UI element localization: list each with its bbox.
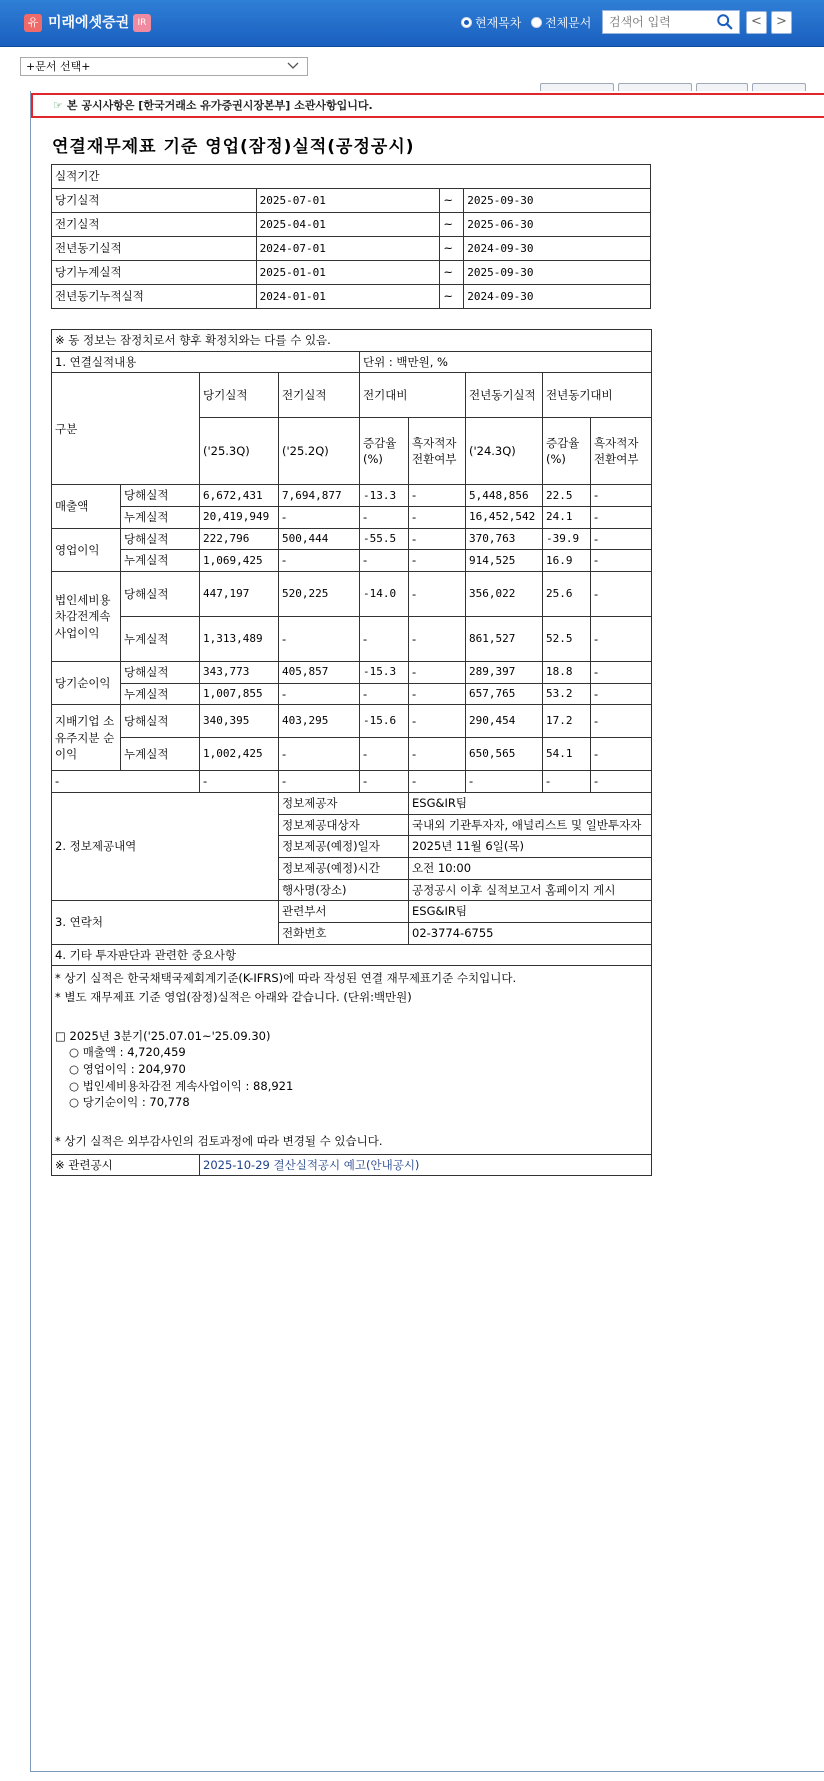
cell-value: 447,197 bbox=[200, 572, 279, 617]
table-row bbox=[52, 662, 652, 684]
next-button[interactable]: > bbox=[771, 11, 792, 34]
cell-value: - bbox=[591, 617, 652, 662]
cell-value: - bbox=[200, 771, 279, 793]
note-quarter-title: □ 2025년 3분기('25.07.01~'25.09.30) bbox=[55, 1028, 271, 1043]
table-row bbox=[52, 738, 652, 771]
table-row bbox=[52, 572, 652, 617]
table-row bbox=[52, 261, 651, 285]
table-row bbox=[52, 285, 651, 309]
period-tilde: ~ bbox=[440, 237, 464, 261]
table-row bbox=[52, 351, 652, 373]
info-value: 국내외 기관투자자, 애널리스트 및 일반투자자 bbox=[409, 814, 652, 836]
cell-value: 24.1 bbox=[543, 507, 591, 529]
cell-value: - bbox=[466, 771, 543, 793]
note-bullet: ○ 법인세비용차감전 계속사업이익 : 88,921 bbox=[69, 1078, 294, 1093]
company-logo-icon: 유 bbox=[24, 14, 42, 32]
period-label: 전년동기실적 bbox=[52, 237, 257, 261]
cell-value: - bbox=[409, 528, 466, 550]
row-label: 지배기업 소유주지분 순이익 bbox=[52, 705, 121, 771]
cell-value: - bbox=[409, 550, 466, 572]
cell-value: - bbox=[409, 507, 466, 529]
search-input[interactable] bbox=[603, 11, 713, 33]
cell-value: 405,857 bbox=[279, 662, 360, 684]
cell-value: 370,763 bbox=[466, 528, 543, 550]
cell-value: - bbox=[360, 617, 409, 662]
column-header: 당기실적 bbox=[200, 373, 279, 418]
table-row bbox=[52, 189, 651, 213]
cell-value: 53.2 bbox=[543, 683, 591, 705]
related-disclosure-link[interactable]: 2025-10-29 결산실적공시 예고(안내공시) bbox=[200, 1154, 652, 1176]
column-header: 전기실적 bbox=[279, 373, 360, 418]
disclaimer: ※ 동 정보는 잠정치로서 향후 확정치와는 다를 수 있음. bbox=[52, 330, 652, 352]
period-label: 당기누계실적 bbox=[52, 261, 257, 285]
jurisdiction-notice bbox=[31, 93, 824, 118]
search-box bbox=[602, 10, 740, 34]
cell-value: 20,419,949 bbox=[200, 507, 279, 529]
cell-value: - bbox=[360, 738, 409, 771]
row-label: 당기순이익 bbox=[52, 662, 121, 705]
info-value: 오전 10:00 bbox=[409, 858, 652, 880]
cell-value: -15.6 bbox=[360, 705, 409, 738]
notes-cell bbox=[52, 966, 652, 1154]
info-label: 정보제공(예정)일자 bbox=[279, 836, 409, 858]
period-to: 2025-09-30 bbox=[464, 189, 651, 213]
cell-value: 22.5 bbox=[543, 485, 591, 507]
prev-button[interactable]: < bbox=[746, 11, 767, 34]
cell-value: - bbox=[591, 662, 652, 684]
radio-current-label: 현재목차 bbox=[475, 16, 522, 30]
cell-value: - bbox=[591, 683, 652, 705]
cell-value: 290,454 bbox=[466, 705, 543, 738]
period-header: 실적기간 bbox=[52, 165, 651, 189]
cell-value: - bbox=[591, 705, 652, 738]
cell-value: - bbox=[409, 617, 466, 662]
cell-value: - bbox=[360, 550, 409, 572]
unit-label: 단위 : 백만원, % bbox=[360, 351, 652, 373]
radio-current-toc[interactable] bbox=[461, 14, 521, 31]
period-to: 2024-09-30 bbox=[464, 237, 651, 261]
cell-value: - bbox=[591, 507, 652, 529]
info-label: 행사명(장소) bbox=[279, 879, 409, 901]
row-sublabel: 누계실적 bbox=[121, 738, 200, 771]
cell-value: -14.0 bbox=[360, 572, 409, 617]
cell-value: - bbox=[591, 485, 652, 507]
section-heading: 3. 연락처 bbox=[52, 901, 279, 944]
document-select-value: +문서 선택+ bbox=[26, 60, 91, 73]
period-to: 2025-09-30 bbox=[464, 261, 651, 285]
cell-value: - bbox=[360, 507, 409, 529]
cell-value: - bbox=[409, 683, 466, 705]
info-value: 공정공시 이후 실적보고서 홈페이지 게시 bbox=[409, 879, 652, 901]
column-header: 전년동기실적 bbox=[466, 373, 543, 418]
cell-value: - bbox=[409, 705, 466, 738]
cell-value: - bbox=[360, 771, 409, 793]
table-row bbox=[52, 966, 652, 1154]
cell-value: - bbox=[279, 683, 360, 705]
table-row bbox=[52, 1154, 652, 1176]
column-header: 흑자적자전환여부 bbox=[591, 418, 652, 485]
table-row bbox=[52, 373, 652, 418]
period-tilde: ~ bbox=[440, 213, 464, 237]
note-bullet: ○ 영업이익 : 204,970 bbox=[69, 1062, 186, 1077]
cell-value: - bbox=[279, 617, 360, 662]
table-row bbox=[52, 901, 652, 923]
table-row bbox=[52, 793, 652, 815]
cell-value: 914,525 bbox=[466, 550, 543, 572]
period-tilde: ~ bbox=[440, 261, 464, 285]
cell-value: - bbox=[279, 771, 360, 793]
radio-all-docs[interactable] bbox=[531, 14, 591, 31]
table-row bbox=[52, 237, 651, 261]
info-value: ESG&IR팀 bbox=[409, 793, 652, 815]
radio-all-label: 전체문서 bbox=[545, 16, 592, 30]
cell-value: 520,225 bbox=[279, 572, 360, 617]
cell-value: - bbox=[279, 738, 360, 771]
info-label: 정보제공대상자 bbox=[279, 814, 409, 836]
table-row bbox=[52, 165, 651, 189]
row-sublabel: 당해실적 bbox=[121, 528, 200, 550]
row-sublabel: 누계실적 bbox=[121, 507, 200, 529]
section-heading: 2. 정보제공내역 bbox=[52, 793, 279, 901]
period-from: 2024-01-01 bbox=[256, 285, 440, 309]
company-name[interactable]: 미래에셋증권 bbox=[48, 15, 130, 31]
cell-value: - bbox=[279, 507, 360, 529]
cell-value: - bbox=[52, 771, 200, 793]
cell-value: 343,773 bbox=[200, 662, 279, 684]
contact-label: 관련부서 bbox=[279, 901, 409, 923]
cell-value: 16.9 bbox=[543, 550, 591, 572]
row-sublabel: 누계실적 bbox=[121, 683, 200, 705]
note-bullet: ○ 당기순이익 : 70,778 bbox=[69, 1095, 190, 1110]
top-header bbox=[0, 0, 824, 47]
cell-value: - bbox=[409, 738, 466, 771]
table-row bbox=[52, 705, 652, 738]
cell-value: 5,448,856 bbox=[466, 485, 543, 507]
period-to: 2025-06-30 bbox=[464, 213, 651, 237]
cell-value: - bbox=[591, 738, 652, 771]
cell-value: - bbox=[591, 550, 652, 572]
cell-value: 356,022 bbox=[466, 572, 543, 617]
cell-value: - bbox=[591, 572, 652, 617]
table-row bbox=[52, 507, 652, 529]
cell-value: 16,452,542 bbox=[466, 507, 543, 529]
cell-value: 500,444 bbox=[279, 528, 360, 550]
cell-value: 7,694,877 bbox=[279, 485, 360, 507]
section-heading: 1. 연결실적내용 bbox=[52, 351, 360, 373]
row-sublabel: 당해실적 bbox=[121, 705, 200, 738]
notice-text: 본 공시사항은 [한국거래소 유가증권시장본부] 소관사항입니다. bbox=[66, 99, 373, 112]
cell-value: - bbox=[409, 771, 466, 793]
table-row bbox=[52, 771, 652, 793]
table-row bbox=[52, 617, 652, 662]
related-label: ※ 관련공시 bbox=[52, 1154, 200, 1176]
column-header: 증감율(%) bbox=[360, 418, 409, 485]
table-row bbox=[52, 213, 651, 237]
radio-unselected-icon[interactable] bbox=[531, 17, 542, 28]
cell-value: - bbox=[360, 683, 409, 705]
cell-value: -13.3 bbox=[360, 485, 409, 507]
cell-value: 657,765 bbox=[466, 683, 543, 705]
row-sublabel: 누계실적 bbox=[121, 550, 200, 572]
cell-value: 403,295 bbox=[279, 705, 360, 738]
period-tilde: ~ bbox=[440, 189, 464, 213]
cell-value: 18.8 bbox=[543, 662, 591, 684]
pointing-hand-icon: ☞ bbox=[53, 99, 63, 112]
cell-value: 17.2 bbox=[543, 705, 591, 738]
cell-value: 1,069,425 bbox=[200, 550, 279, 572]
cell-value: 289,397 bbox=[466, 662, 543, 684]
row-label: 법인세비용차감전계속사업이익 bbox=[52, 572, 121, 662]
column-header: 전년동기대비 bbox=[543, 373, 652, 418]
document-select[interactable] bbox=[20, 57, 308, 76]
cell-value: - bbox=[409, 572, 466, 617]
period-to: 2024-09-30 bbox=[464, 285, 651, 309]
period-label: 전기실적 bbox=[52, 213, 257, 237]
period-label: 전년동기누적실적 bbox=[52, 285, 257, 309]
cell-value: -39.9 bbox=[543, 528, 591, 550]
period-table bbox=[51, 164, 651, 309]
table-row bbox=[52, 683, 652, 705]
cell-value: 861,527 bbox=[466, 617, 543, 662]
cell-value: 222,796 bbox=[200, 528, 279, 550]
cell-value: 25.6 bbox=[543, 572, 591, 617]
column-header: ('24.3Q) bbox=[466, 418, 543, 485]
table-row bbox=[52, 550, 652, 572]
document-title: 연결재무제표 기준 영업(잠정)실적(공정공시) bbox=[52, 137, 415, 157]
column-header: 구분 bbox=[52, 373, 200, 485]
table-row bbox=[52, 485, 652, 507]
cell-value: - bbox=[279, 550, 360, 572]
period-from: 2025-07-01 bbox=[256, 189, 440, 213]
row-sublabel: 당해실적 bbox=[121, 572, 200, 617]
period-label: 당기실적 bbox=[52, 189, 257, 213]
cell-value: -15.3 bbox=[360, 662, 409, 684]
cell-value: - bbox=[409, 662, 466, 684]
table-row bbox=[52, 528, 652, 550]
results-table bbox=[51, 329, 652, 1176]
row-label: 영업이익 bbox=[52, 528, 121, 571]
table-row bbox=[52, 944, 652, 966]
cell-value: 1,002,425 bbox=[200, 738, 279, 771]
note-line: * 상기 실적은 한국채택국제회계기준(K-IFRS)에 따라 작성된 연결 재무제표기준 수치입니다. bbox=[55, 971, 517, 986]
cell-value: - bbox=[409, 485, 466, 507]
contact-label: 전화번호 bbox=[279, 923, 409, 945]
radio-selected-icon[interactable] bbox=[461, 17, 472, 28]
contact-value: 02-3774-6755 bbox=[409, 923, 652, 945]
column-header: ('25.2Q) bbox=[279, 418, 360, 485]
row-sublabel: 당해실적 bbox=[121, 662, 200, 684]
info-label: 정보제공(예정)시간 bbox=[279, 858, 409, 880]
cell-value: - bbox=[591, 528, 652, 550]
section-heading: 4. 기타 투자판단과 관련한 중요사항 bbox=[52, 944, 652, 966]
contact-value: ESG&IR팀 bbox=[409, 901, 652, 923]
cell-value: 54.1 bbox=[543, 738, 591, 771]
ir-badge-icon[interactable]: IR bbox=[133, 14, 151, 32]
row-sublabel: 당해실적 bbox=[121, 485, 200, 507]
chevron-down-icon bbox=[287, 61, 299, 71]
cell-value: - bbox=[543, 771, 591, 793]
cell-value: 52.5 bbox=[543, 617, 591, 662]
cell-value: - bbox=[591, 771, 652, 793]
column-header: 전기대비 bbox=[360, 373, 466, 418]
search-icon[interactable] bbox=[716, 13, 734, 31]
cell-value: 1,007,855 bbox=[200, 683, 279, 705]
column-header: ('25.3Q) bbox=[200, 418, 279, 485]
period-from: 2025-01-01 bbox=[256, 261, 440, 285]
cell-value: 650,565 bbox=[466, 738, 543, 771]
cell-value: 340,395 bbox=[200, 705, 279, 738]
column-header: 흑자적자전환여부 bbox=[409, 418, 466, 485]
cell-value: 6,672,431 bbox=[200, 485, 279, 507]
note-line: * 상기 실적은 외부감사인의 검토과정에 따라 변경될 수 있습니다. bbox=[55, 1134, 383, 1149]
cell-value: -55.5 bbox=[360, 528, 409, 550]
row-label: 매출액 bbox=[52, 485, 121, 528]
info-value: 2025년 11월 6일(목) bbox=[409, 836, 652, 858]
info-label: 정보제공자 bbox=[279, 793, 409, 815]
table-row bbox=[52, 330, 652, 352]
cell-value: 1,313,489 bbox=[200, 617, 279, 662]
period-from: 2024-07-01 bbox=[256, 237, 440, 261]
note-bullet: ○ 매출액 : 4,720,459 bbox=[69, 1045, 186, 1060]
period-from: 2025-04-01 bbox=[256, 213, 440, 237]
period-tilde: ~ bbox=[440, 285, 464, 309]
row-sublabel: 누계실적 bbox=[121, 617, 200, 662]
note-line: * 별도 재무제표 기준 영업(잠정)실적은 아래와 같습니다. (단위:백만원) bbox=[55, 990, 412, 1005]
column-header: 증감율(%) bbox=[543, 418, 591, 485]
